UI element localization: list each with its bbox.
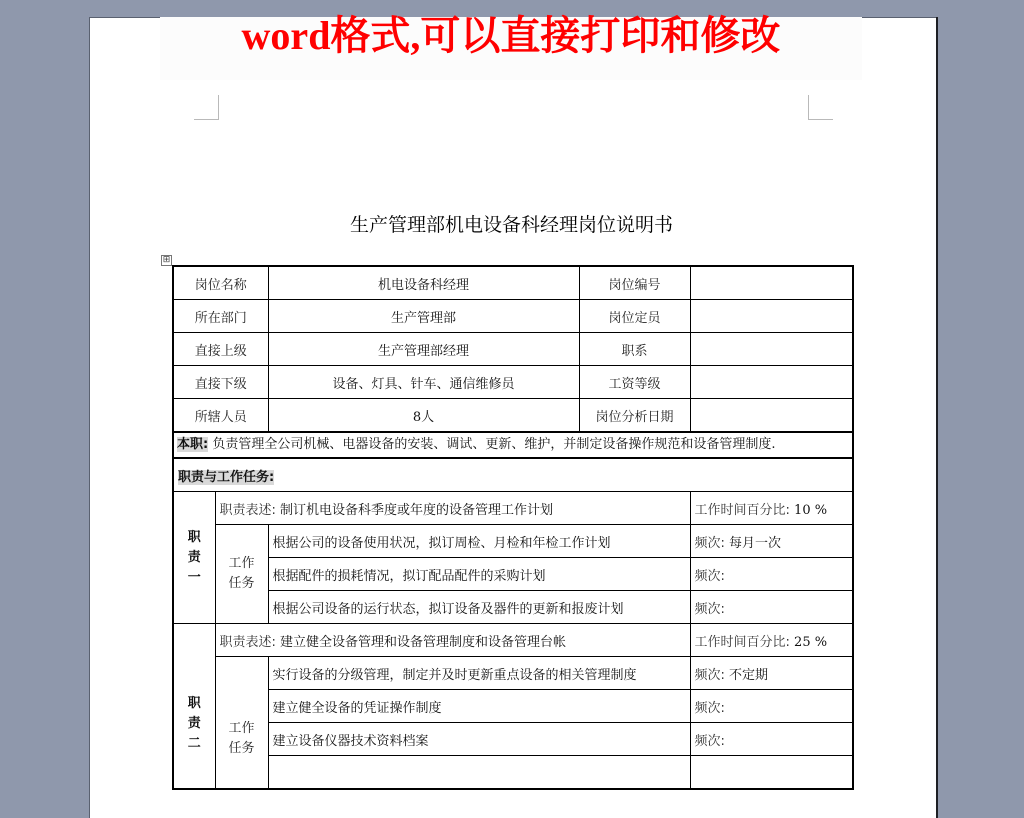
core-duty-cell[interactable] [173, 432, 853, 458]
duty-statement-row [173, 624, 853, 657]
frequency-cell[interactable] [690, 558, 853, 591]
frequency-cell[interactable] [690, 756, 853, 790]
value-cell[interactable] [690, 300, 853, 333]
tasks-label-cell[interactable]: 工作 任务 [215, 525, 268, 624]
task-cell[interactable]: 建立健全设备的凭证操作制度 [268, 690, 690, 723]
statement-text: 建立健全设备管理和设备管理制度和设备管理台帐 [280, 634, 567, 650]
tasks-label-cell[interactable]: 工作 任务 [215, 657, 268, 790]
crop-mark-top-left [194, 95, 219, 120]
duty-statement-cell[interactable] [215, 624, 690, 657]
frequency-cell[interactable] [690, 591, 853, 624]
label-cell[interactable]: 工资等级 [579, 366, 690, 399]
time-value: 25 % [794, 634, 828, 650]
label-cell[interactable]: 所在部门 [173, 300, 268, 333]
label-cell[interactable]: 岗位定员 [579, 300, 690, 333]
info-row [173, 366, 853, 399]
value-cell[interactable]: 机电设备科经理 [268, 266, 579, 300]
frequency-cell[interactable] [690, 690, 853, 723]
frequency-label: 频次: [694, 601, 725, 617]
label-cell[interactable]: 岗位名称 [173, 266, 268, 300]
value-cell[interactable]: 设备、灯具、针车、通信维修员 [268, 366, 579, 399]
info-row [173, 399, 853, 433]
value-cell[interactable] [690, 333, 853, 366]
duty-name-cell[interactable]: 职 责 一 [173, 492, 215, 624]
value-cell[interactable] [690, 366, 853, 399]
label-cell[interactable]: 职系 [579, 333, 690, 366]
value-cell[interactable] [690, 266, 853, 300]
label-cell[interactable]: 岗位分析日期 [579, 399, 690, 433]
frequency-cell[interactable] [690, 657, 853, 690]
frequency-cell[interactable] [690, 525, 853, 558]
task-cell[interactable]: 根据配件的损耗情况，拟订配品配件的采购计划 [268, 558, 690, 591]
statement-text: 制订机电设备科季度或年度的设备管理工作计划 [280, 502, 554, 518]
duty-statement-cell[interactable] [215, 492, 690, 525]
frequency-value: 不定期 [729, 667, 769, 683]
core-duty-text: 负责管理全公司机械、电器设备的安装、调试、更新、维护，并制定设备操作规范和设备管理制度. [212, 437, 776, 452]
document-title[interactable]: 生产管理部机电设备科经理岗位说明书 [349, 214, 673, 236]
task-row [173, 657, 853, 690]
info-row [173, 266, 853, 300]
frequency-label: 频次: [694, 535, 725, 551]
core-duty-row [173, 432, 853, 458]
crop-mark-top-right [808, 95, 833, 120]
label-cell[interactable]: 直接下级 [173, 366, 268, 399]
frequency-cell[interactable] [690, 723, 853, 756]
table-move-handle-icon[interactable]: ⊞ [162, 255, 171, 265]
watermark-banner: word格式,可以直接打印和修改 [241, 13, 781, 58]
core-duty-label: 本职: [177, 437, 209, 452]
value-cell[interactable]: 8人 [268, 399, 579, 433]
section-header: 职责与工作任务: [178, 469, 275, 485]
statement-label: 职责表述: [219, 502, 276, 518]
label-cell[interactable]: 所辖人员 [173, 399, 268, 433]
label-cell[interactable]: 岗位编号 [579, 266, 690, 300]
time-label: 工作时间百分比: [694, 634, 790, 650]
info-row [173, 300, 853, 333]
frequency-label: 频次: [694, 700, 725, 716]
task-row [173, 690, 853, 723]
frequency-label: 频次: [694, 733, 725, 749]
section-header-row [173, 458, 853, 492]
label-cell[interactable]: 直接上级 [173, 333, 268, 366]
value-cell[interactable]: 生产管理部经理 [268, 333, 579, 366]
time-label: 工作时间百分比: [694, 502, 790, 518]
task-cell[interactable]: 建立设备仪器技术资料档案 [268, 723, 690, 756]
duty-name-cell[interactable]: 职 责 二 [173, 624, 215, 790]
value-cell[interactable]: 生产管理部 [268, 300, 579, 333]
section-header-cell[interactable] [173, 458, 853, 492]
frequency-label: 频次: [694, 568, 725, 584]
task-row [173, 525, 853, 558]
statement-label: 职责表述: [219, 634, 276, 650]
job-description-table[interactable] [172, 265, 854, 790]
frequency-value: 每月一次 [729, 535, 782, 551]
value-cell[interactable] [690, 399, 853, 433]
task-row [173, 723, 853, 756]
time-percent-cell[interactable] [690, 624, 853, 657]
time-value: 10 % [794, 502, 828, 518]
task-cell[interactable] [268, 756, 690, 790]
info-row [173, 333, 853, 366]
task-row [173, 558, 853, 591]
task-row [173, 756, 853, 790]
task-cell[interactable]: 实行设备的分级管理，制定并及时更新重点设备的相关管理制度 [268, 657, 690, 690]
time-percent-cell[interactable] [690, 492, 853, 525]
frequency-label: 频次: [694, 667, 725, 683]
task-cell[interactable]: 根据公司设备的运行状态，拟订设备及器件的更新和报废计划 [268, 591, 690, 624]
duty-statement-row [173, 492, 853, 525]
task-cell[interactable]: 根据公司的设备使用状况，拟订周检、月检和年检工作计划 [268, 525, 690, 558]
task-row [173, 591, 853, 624]
